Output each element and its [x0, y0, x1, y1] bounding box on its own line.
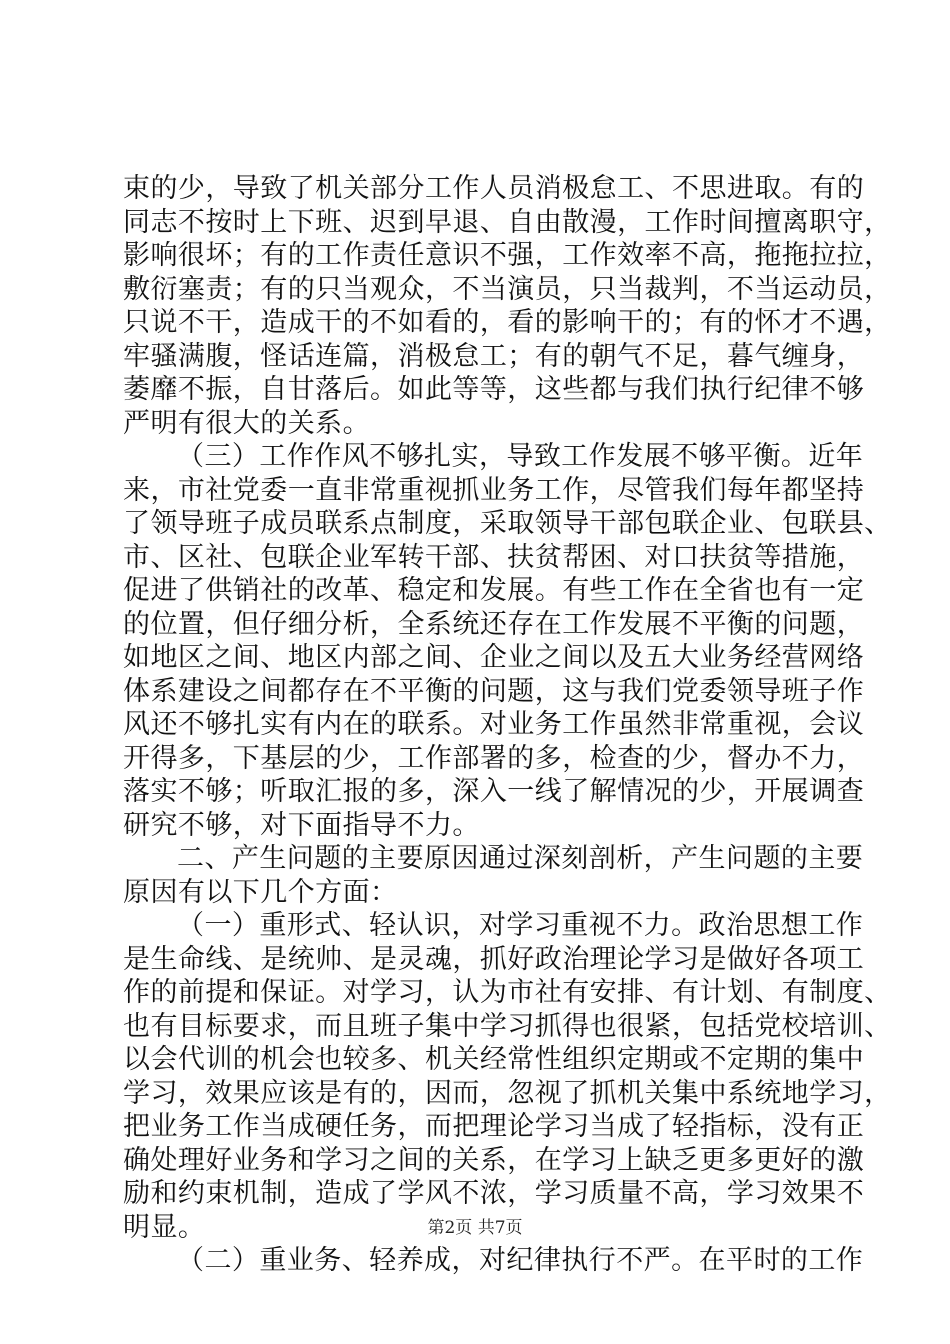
text-line: 体系建设之间都存在不平衡的问题，这与我们党委领导班子作: [123, 675, 865, 707]
text-line: 是生命线、是统帅、是灵魂，抓好政治理论学习是做好各项工: [123, 943, 865, 975]
text-line: 来，市社党委一直非常重视抓业务工作，尽管我们每年都坚持: [123, 474, 865, 506]
text-line: 励和约束机制，造成了学风不浓，学习质量不高，学习效果不: [123, 1178, 865, 1209]
text-line: （一）重形式、轻认识，对学习重视不力。政治思想工作: [177, 910, 864, 941]
text-line: 严明有很大的关系。: [123, 407, 371, 439]
document-body: [123, 172, 892, 1278]
text-line: 作的前提和保证。对学习，认为市社有安排、有计划、有制度、: [123, 977, 892, 1008]
text-line: 风还不够扎实有内在的联系。对业务工作虽然非常重视，会议: [123, 709, 865, 740]
text-line: 明显。: [123, 1211, 206, 1243]
text-line: 同志不按时上下班、迟到早退、自由散漫，工作时间擅离职守，: [123, 206, 892, 238]
text-line: 二、产生问题的主要原因通过深刻剖析，产生问题的主要: [177, 843, 864, 874]
text-line: 如地区之间、地区内部之间、企业之间以及五大业务经营网络: [123, 642, 865, 673]
text-line: 牢骚满腹，怪话连篇，消极怠工；有的朝气不足，暮气缠身，: [123, 340, 865, 372]
page-footer: 第2页 共7页: [427, 1218, 523, 1238]
text-line: 原因有以下几个方面：: [123, 876, 398, 908]
text-line: 了领导班子成员联系点制度，采取领导干部包联企业、包联县、: [123, 508, 892, 539]
text-line: 也有目标要求，而且班子集中学习抓得也很紧，包括党校培训、: [123, 1010, 892, 1042]
text-line: 的位置，但仔细分析，全系统还存在工作发展不平衡的问题，: [123, 608, 865, 640]
text-line: 落实不够；听取汇报的多，深入一线了解情况的少，开展调查: [123, 776, 865, 807]
text-line: 促进了供销社的改革、稳定和发展。有些工作在全省也有一定: [123, 575, 865, 606]
text-line: 以会代训的机会也较多、机关经常性组织定期或不定期的集中: [123, 1044, 865, 1075]
text-line: 学习，效果应该是有的，因而，忽视了抓机关集中系统地学习，: [123, 1077, 892, 1109]
text-line: 影响很坏；有的工作责任意识不强，工作效率不高，拖拖拉拉，: [123, 240, 892, 271]
text-line: 敷衍塞责；有的只当观众，不当演员，只当裁判，不当运动员，: [123, 273, 892, 305]
text-line: 确处理好业务和学习之间的关系，在学习上缺乏更多更好的激: [123, 1144, 865, 1176]
text-line: 萎靡不振，自甘落后。如此等等，这些都与我们执行纪律不够: [123, 374, 865, 405]
text-line: 把业务工作当成硬任务，而把理论学习当成了轻指标，没有正: [123, 1111, 865, 1142]
text-line: 开得多，下基层的少，工作部署的多，检查的少，督办不力，: [123, 742, 865, 774]
text-line: （二）重业务、轻养成，对纪律执行不严。在平时的工作: [177, 1245, 864, 1276]
text-line: 只说不干，造成干的不如看的，看的影响干的；有的怀才不遇，: [123, 307, 892, 338]
text-line: （三）工作作风不够扎实，导致工作发展不够平衡。近年: [177, 441, 864, 472]
text-line: 市、区社、包联企业军转干部、扶贫帮困、对口扶贫等措施，: [123, 541, 865, 573]
text-line: 研究不够，对下面指导不力。: [123, 809, 480, 841]
text-line: 束的少，导致了机关部分工作人员消极怠工、不思进取。有的: [123, 173, 865, 204]
